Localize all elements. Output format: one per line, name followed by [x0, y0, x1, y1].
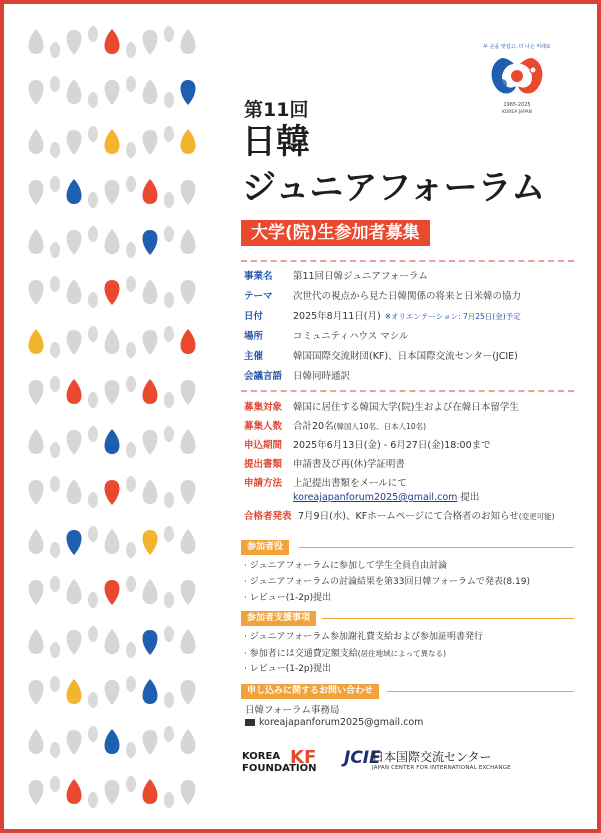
petal-shape — [88, 292, 98, 308]
petal-shape — [143, 730, 158, 755]
petal-shape — [29, 229, 44, 254]
petal-shape — [29, 180, 44, 205]
petal-shape — [67, 279, 82, 304]
petal-shape — [88, 492, 98, 508]
petal-shape — [50, 376, 60, 392]
petal-shape — [164, 392, 174, 408]
row-label: 募集対象 — [244, 402, 283, 413]
petal-shape — [88, 226, 98, 242]
petal-shape — [88, 392, 98, 408]
petal-shape — [143, 130, 158, 155]
petal-shape — [164, 292, 174, 308]
row-value: 第11回日韓ジュニアフォーラム — [293, 271, 428, 282]
petal-shape — [88, 626, 98, 642]
petal-shape — [164, 126, 174, 142]
petal-shape — [105, 180, 120, 205]
divider — [241, 260, 574, 262]
petal-shape — [29, 480, 44, 505]
petal-shape — [143, 379, 158, 404]
row-value: 次世代の視点から見た日韓関係の将来と日米韓の協力 — [293, 291, 522, 302]
orientation-note: ※オリエンテーション: 7月25日(金)予定 — [384, 312, 521, 321]
mail-icon — [245, 719, 255, 726]
petal-shape — [143, 779, 158, 804]
petal-shape — [29, 280, 44, 305]
petal-shape — [143, 30, 158, 55]
petal-shape — [181, 29, 196, 54]
petal-shape — [181, 480, 196, 505]
petal-shape — [50, 176, 60, 192]
petal-shape — [164, 326, 174, 342]
petal-shape — [164, 492, 174, 508]
petal-shape — [29, 629, 44, 654]
petal-shape — [126, 42, 136, 58]
petal-shape — [181, 180, 196, 205]
petal-shape — [143, 430, 158, 455]
row-label: テーマ — [244, 291, 273, 302]
petal-shape — [105, 480, 120, 505]
petal-shape — [88, 92, 98, 108]
petal-shape — [181, 380, 196, 405]
row-label: 合格者発表 — [244, 511, 292, 522]
petal-shape — [126, 76, 136, 92]
row-value: 韓国国際交流財団(KF)、日本国際交流センター(JCIE) — [293, 351, 518, 362]
petal-shape — [126, 442, 136, 458]
petal-shape — [67, 30, 82, 55]
row-label: 主催 — [244, 351, 264, 362]
petal-shape — [50, 476, 60, 492]
announce-note: (変更可能) — [518, 512, 555, 521]
duties-item: · ジュニアフォーラムの討論結果を第33回日韓フォーラムで発表(8.19) — [244, 577, 530, 587]
petal-shape — [29, 729, 44, 754]
petal-shape — [67, 479, 82, 504]
petal-shape — [181, 680, 196, 705]
row-label: 申請方法 — [244, 478, 283, 489]
jcie-mark: JCIE — [344, 748, 381, 768]
petal-shape — [143, 630, 158, 655]
petal-shape — [181, 229, 196, 254]
petal-shape — [143, 279, 158, 304]
row-value: 7月9日(水)、KFホームページにて合格者のお知らせ — [298, 511, 519, 522]
petal-shape — [105, 729, 120, 754]
apply-email-link[interactable]: koreajapanforum2025@gmail.com — [293, 492, 458, 503]
petal-shape — [67, 330, 82, 355]
petal-shape — [126, 542, 136, 558]
row-label: 提出書類 — [244, 459, 283, 470]
title-line-2: ジュニアフォーラム — [242, 168, 546, 208]
support-item: · レビュー(1-2p)提出 — [244, 664, 332, 674]
contact-office: 日韓フォーラム事務局 — [245, 705, 340, 716]
petal-shape — [143, 79, 158, 104]
petal-shape — [181, 729, 196, 754]
section-rule — [322, 618, 574, 619]
petal-shape — [164, 692, 174, 708]
support-title: 参加者支援事項 — [241, 611, 316, 626]
row-label: 日付 — [244, 311, 264, 322]
duties-item: · ジュニアフォーラムに参加して学生全員自由討論 — [244, 561, 448, 571]
petal-shape — [164, 792, 174, 808]
support-item: · 参加者には交通費定額支給(居住地域によって異なる) — [244, 649, 447, 659]
row-value: 合計20名 — [293, 421, 334, 432]
petal-shape — [29, 529, 44, 554]
contact-email[interactable]: koreajapanforum2025@gmail.com — [259, 717, 424, 728]
petal-shape — [29, 780, 44, 805]
issue-number: 第11回 — [244, 99, 309, 121]
petal-shape — [50, 676, 60, 692]
emblem-countries: KOREA JAPAN — [502, 110, 532, 115]
petal-shape — [126, 342, 136, 358]
petal-shape — [88, 192, 98, 208]
petal-shape — [164, 526, 174, 542]
petal-shape — [126, 242, 136, 258]
petal-shape — [105, 780, 120, 805]
petal-shape — [67, 379, 82, 404]
petal-pattern — [18, 20, 208, 820]
petal-shape — [88, 126, 98, 142]
contact-title: 申し込みに関するお問い合わせ — [241, 684, 379, 699]
petal-shape — [67, 579, 82, 604]
petal-shape — [126, 276, 136, 292]
petal-shape — [67, 779, 82, 804]
petal-shape — [29, 380, 44, 405]
duties-title: 参加者役 — [241, 540, 289, 555]
petal-shape — [164, 226, 174, 242]
petal-shape — [50, 242, 60, 258]
submit-suffix: 提出 — [460, 492, 480, 503]
petal-shape — [143, 230, 158, 255]
petal-shape — [126, 142, 136, 158]
petal-shape — [105, 29, 120, 54]
petal-shape — [105, 129, 120, 154]
petal-shape — [126, 476, 136, 492]
emblem-years: 1965-2025 — [503, 102, 531, 108]
petal-shape — [50, 742, 60, 758]
petal-shape — [126, 176, 136, 192]
jcie-logo — [344, 746, 544, 780]
petal-shape — [50, 342, 60, 358]
petal-shape — [164, 426, 174, 442]
support-item-note: (居住地域によって異なる) — [357, 649, 447, 658]
petal-shape — [67, 430, 82, 455]
petal-shape — [29, 580, 44, 605]
kf-line2: FOUNDATION — [242, 763, 317, 774]
petal-shape — [126, 642, 136, 658]
petal-shape — [143, 530, 158, 555]
petal-shape — [67, 530, 82, 555]
petal-shape — [164, 626, 174, 642]
petal-shape — [105, 280, 120, 305]
row-label: 場所 — [244, 331, 264, 342]
row-value: 韓国に居住する韓国大学(院)生および在韓日本留学生 — [293, 402, 519, 413]
petal-shape — [29, 329, 44, 354]
row-label: 申込期間 — [244, 440, 283, 451]
petal-shape — [105, 529, 120, 554]
petal-shape — [105, 229, 120, 254]
petal-shape — [181, 129, 196, 154]
jcie-subtitle: JAPAN CENTER FOR INTERNATIONAL EXCHANGE — [372, 765, 511, 771]
row-label: 募集人数 — [244, 421, 283, 432]
section-rule — [299, 547, 574, 548]
petal-shape — [181, 580, 196, 605]
petal-shape — [105, 580, 120, 605]
petal-shape — [88, 592, 98, 608]
petal-shape — [88, 726, 98, 742]
row-value: 2025年8月11日(月) — [293, 311, 381, 322]
petal-shape — [50, 76, 60, 92]
row-label: 会議言語 — [244, 371, 283, 382]
petal-shape — [29, 429, 44, 454]
petal-shape — [181, 429, 196, 454]
petal-shape — [181, 329, 196, 354]
petal-shape — [67, 679, 82, 704]
kf-mark: KF — [290, 747, 317, 768]
petal-shape — [67, 79, 82, 104]
petal-shape — [29, 80, 44, 105]
petal-shape — [105, 629, 120, 654]
petal-shape — [105, 429, 120, 454]
count-note: (韓国人10名、日本人10名) — [333, 422, 427, 431]
petal-shape — [88, 26, 98, 42]
petal-shape — [143, 679, 158, 704]
petal-shape — [105, 80, 120, 105]
petal-shape — [50, 142, 60, 158]
kf-line1: KOREA — [242, 751, 281, 762]
petal-shape — [67, 130, 82, 155]
petal-shape — [88, 792, 98, 808]
emblem-tagline: 두 손을 맞잡고, 더 나은 미래로 — [483, 44, 551, 50]
divider — [241, 390, 574, 392]
duties-item: · レビュー(1-2p)提出 — [244, 593, 332, 603]
petal-shape — [67, 730, 82, 755]
petal-shape — [67, 230, 82, 255]
petal-shape — [105, 380, 120, 405]
petal-shape — [88, 326, 98, 342]
petal-shape — [50, 42, 60, 58]
petal-shape — [143, 330, 158, 355]
support-item: · ジュニアフォーラム参加謝礼費支給および参加証明書発行 — [244, 632, 484, 642]
petal-shape — [143, 479, 158, 504]
petal-shape — [181, 629, 196, 654]
row-value: 申請書及び再(休)学証明書 — [293, 459, 405, 470]
petal-shape — [29, 129, 44, 154]
petal-shape — [88, 426, 98, 442]
petal-shape — [50, 542, 60, 558]
petal-shape — [143, 579, 158, 604]
row-value: コミュニティハウス マシル — [293, 331, 409, 342]
petal-shape — [126, 576, 136, 592]
petal-shape — [29, 29, 44, 54]
petal-shape — [88, 692, 98, 708]
petal-shape — [67, 630, 82, 655]
row-value: 上記提出書類をメールにて — [293, 478, 407, 489]
petal-shape — [50, 776, 60, 792]
petal-shape — [105, 680, 120, 705]
jcie-name: 日本国際交流センター — [372, 750, 492, 764]
row-value: 日韓同時通訳 — [293, 371, 351, 382]
petal-shape — [126, 676, 136, 692]
petal-shape — [29, 680, 44, 705]
korea-foundation-logo — [242, 747, 322, 777]
petal-shape — [164, 192, 174, 208]
petal-shape — [50, 642, 60, 658]
section-rule — [387, 691, 574, 692]
petal-shape — [67, 179, 82, 204]
petal-shape — [164, 26, 174, 42]
row-label: 事業名 — [244, 271, 273, 282]
petal-shape — [88, 526, 98, 542]
anniversary-emblem-logo — [480, 40, 554, 120]
petal-shape — [164, 92, 174, 108]
petal-shape — [50, 576, 60, 592]
row-value: 2025年6月13日(金) - 6月27日(金)18:00まで — [293, 440, 491, 451]
title-line-1: 日韓 — [242, 122, 310, 162]
petal-shape — [105, 329, 120, 354]
petal-shape — [126, 376, 136, 392]
recruit-banner: 大学(院)生参加者募集 — [241, 220, 430, 246]
petal-shape — [181, 780, 196, 805]
petal-shape — [181, 80, 196, 105]
petal-shape — [181, 529, 196, 554]
petal-shape — [164, 592, 174, 608]
petal-shape — [164, 726, 174, 742]
petal-shape — [143, 179, 158, 204]
petal-shape — [126, 742, 136, 758]
petal-shape — [181, 280, 196, 305]
contact-email-row — [245, 717, 423, 728]
petal-shape — [50, 276, 60, 292]
petal-shape — [50, 442, 60, 458]
petal-shape — [126, 776, 136, 792]
